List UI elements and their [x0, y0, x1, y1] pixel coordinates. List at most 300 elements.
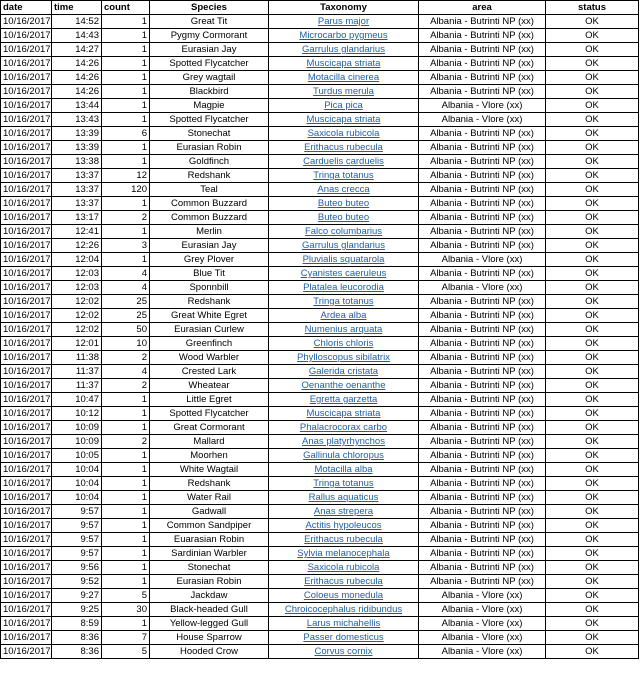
cell-time: 13:37 [52, 169, 102, 183]
table-row [1, 85, 639, 99]
cell-area: Albania - Butrinti NP (xx) [419, 393, 546, 407]
cell-time: 12:02 [52, 295, 102, 309]
cell-area: Albania - Butrinti NP (xx) [419, 365, 546, 379]
cell-taxonomy [269, 267, 419, 281]
cell-taxonomy [269, 477, 419, 491]
cell-status: OK [546, 393, 639, 407]
cell-taxonomy [269, 351, 419, 365]
cell-time: 12:02 [52, 323, 102, 337]
cell-count: 4 [102, 365, 150, 379]
cell-species: Blackbird [150, 85, 269, 99]
cell-time: 13:44 [52, 99, 102, 113]
cell-area: Albania - Butrinti NP (xx) [419, 477, 546, 491]
cell-count: 1 [102, 561, 150, 575]
cell-time: 9:25 [52, 603, 102, 617]
table-row [1, 99, 639, 113]
cell-species: Common Sandpiper [150, 519, 269, 533]
cell-date: 10/16/2017 [1, 309, 52, 323]
cell-taxonomy [269, 323, 419, 337]
table-row [1, 141, 639, 155]
cell-area: Albania - Butrinti NP (xx) [419, 267, 546, 281]
taxonomy-link[interactable]: Saxicola rubicola [307, 128, 380, 139]
cell-count: 1 [102, 505, 150, 519]
taxonomy-link[interactable]: Egretta garzetta [309, 394, 378, 405]
taxonomy-link[interactable]: Sylvia melanocephala [297, 548, 390, 559]
cell-count: 2 [102, 435, 150, 449]
cell-count: 2 [102, 351, 150, 365]
cell-area: Albania - Butrinti NP (xx) [419, 155, 546, 169]
table-row [1, 253, 639, 267]
cell-count: 1 [102, 15, 150, 29]
table-row [1, 29, 639, 43]
cell-status: OK [546, 617, 639, 631]
column-header-status[interactable]: status [546, 1, 639, 15]
cell-taxonomy [269, 211, 419, 225]
cell-date: 10/16/2017 [1, 239, 52, 253]
table-row [1, 323, 639, 337]
cell-area: Albania - Vlore (xx) [419, 617, 546, 631]
cell-species: Redshank [150, 169, 269, 183]
column-header-count[interactable]: count [102, 1, 150, 15]
taxonomy-link[interactable]: Actitis hypoleucos [305, 520, 382, 531]
cell-taxonomy [269, 617, 419, 631]
taxonomy-link[interactable]: Rallus aquaticus [308, 492, 379, 503]
taxonomy-link[interactable]: Falco columbarius [304, 226, 383, 237]
taxonomy-link[interactable]: Gallinula chloropus [303, 450, 384, 461]
taxonomy-link[interactable]: Motacilla cinerea [307, 72, 380, 83]
cell-area: Albania - Butrinti NP (xx) [419, 29, 546, 43]
taxonomy-link[interactable]: Chloris chloris [313, 338, 374, 349]
column-header-time[interactable]: time [52, 1, 102, 15]
table-row [1, 309, 639, 323]
cell-area: Albania - Butrinti NP (xx) [419, 379, 546, 393]
cell-status: OK [546, 407, 639, 421]
cell-species: Hooded Crow [150, 645, 269, 659]
cell-date: 10/16/2017 [1, 477, 52, 491]
cell-date: 10/16/2017 [1, 449, 52, 463]
cell-date: 10/16/2017 [1, 197, 52, 211]
cell-date: 10/16/2017 [1, 365, 52, 379]
taxonomy-link[interactable]: Passer domesticus [303, 632, 384, 643]
taxonomy-link[interactable]: Anas crecca [317, 184, 370, 195]
cell-species: Sponnbill [150, 281, 269, 295]
cell-date: 10/16/2017 [1, 603, 52, 617]
cell-count: 120 [102, 183, 150, 197]
taxonomy-link[interactable]: Garrulus glandarius [302, 44, 385, 55]
cell-area: Albania - Butrinti NP (xx) [419, 225, 546, 239]
cell-time: 13:37 [52, 183, 102, 197]
cell-time: 10:05 [52, 449, 102, 463]
cell-time: 12:04 [52, 253, 102, 267]
cell-status: OK [546, 197, 639, 211]
cell-status: OK [546, 15, 639, 29]
cell-time: 13:43 [52, 113, 102, 127]
cell-taxonomy [269, 603, 419, 617]
cell-area: Albania - Butrinti NP (xx) [419, 71, 546, 85]
cell-count: 6 [102, 127, 150, 141]
cell-status: OK [546, 603, 639, 617]
column-header-taxonomy[interactable]: Taxonomy [269, 1, 419, 15]
table-row [1, 295, 639, 309]
cell-taxonomy [269, 99, 419, 113]
cell-time: 9:27 [52, 589, 102, 603]
taxonomy-link[interactable]: Muscicapa striata [306, 114, 381, 125]
cell-count: 1 [102, 533, 150, 547]
taxonomy-link[interactable]: Galerida cristata [308, 366, 379, 377]
cell-taxonomy [269, 309, 419, 323]
cell-date: 10/16/2017 [1, 463, 52, 477]
cell-status: OK [546, 547, 639, 561]
cell-status: OK [546, 519, 639, 533]
cell-count: 10 [102, 337, 150, 351]
taxonomy-link[interactable]: Buteo buteo [317, 212, 370, 223]
cell-taxonomy [269, 15, 419, 29]
cell-taxonomy [269, 645, 419, 659]
taxonomy-link[interactable]: Buteo buteo [317, 198, 370, 209]
taxonomy-link[interactable]: Cyanistes caeruleus [300, 268, 387, 279]
cell-time: 8:36 [52, 631, 102, 645]
table-row [1, 267, 639, 281]
cell-date: 10/16/2017 [1, 43, 52, 57]
cell-species: Wood Warbler [150, 351, 269, 365]
cell-area: Albania - Vlore (xx) [419, 631, 546, 645]
cell-species: Water Rail [150, 491, 269, 505]
column-header-date[interactable]: date [1, 1, 52, 15]
taxonomy-link[interactable]: Pica pica [324, 100, 363, 111]
cell-species: Goldfinch [150, 155, 269, 169]
cell-time: 11:37 [52, 379, 102, 393]
taxonomy-link[interactable]: Turdus merula [313, 86, 374, 97]
cell-status: OK [546, 253, 639, 267]
table-row [1, 589, 639, 603]
cell-time: 9:57 [52, 547, 102, 561]
cell-status: OK [546, 477, 639, 491]
cell-species: Merlin [150, 225, 269, 239]
taxonomy-link[interactable]: Motacilla alba [314, 464, 373, 475]
cell-status: OK [546, 169, 639, 183]
table-row [1, 477, 639, 491]
cell-date: 10/16/2017 [1, 575, 52, 589]
cell-date: 10/16/2017 [1, 519, 52, 533]
table-row [1, 575, 639, 589]
cell-area: Albania - Vlore (xx) [419, 99, 546, 113]
taxonomy-link[interactable]: Tringa totanus [313, 478, 374, 489]
cell-time: 8:36 [52, 645, 102, 659]
cell-count: 25 [102, 309, 150, 323]
taxonomy-link[interactable]: Tringa totanus [313, 296, 374, 307]
cell-count: 1 [102, 407, 150, 421]
cell-count: 1 [102, 113, 150, 127]
cell-time: 10:09 [52, 435, 102, 449]
cell-area: Albania - Butrinti NP (xx) [419, 141, 546, 155]
cell-status: OK [546, 43, 639, 57]
cell-count: 4 [102, 267, 150, 281]
table-row [1, 71, 639, 85]
cell-count: 1 [102, 575, 150, 589]
cell-species: Yellow-legged Gull [150, 617, 269, 631]
cell-time: 13:38 [52, 155, 102, 169]
cell-species: Spotted Flycatcher [150, 113, 269, 127]
cell-taxonomy [269, 463, 419, 477]
table-row [1, 155, 639, 169]
cell-species: Wheatear [150, 379, 269, 393]
taxonomy-link[interactable]: Garrulus glandarius [302, 240, 385, 251]
taxonomy-link[interactable]: Platalea leucorodia [303, 282, 384, 293]
table-row [1, 239, 639, 253]
taxonomy-link[interactable]: Phylloscopus sibilatrix [297, 352, 390, 363]
cell-area: Albania - Butrinti NP (xx) [419, 435, 546, 449]
cell-taxonomy [269, 127, 419, 141]
cell-taxonomy [269, 239, 419, 253]
cell-area: Albania - Butrinti NP (xx) [419, 197, 546, 211]
cell-date: 10/16/2017 [1, 561, 52, 575]
column-header-species[interactable]: Species [150, 1, 269, 15]
cell-status: OK [546, 155, 639, 169]
cell-species: Eurasian Jay [150, 239, 269, 253]
cell-status: OK [546, 505, 639, 519]
taxonomy-link[interactable]: Anas platyrhynchos [302, 436, 385, 447]
cell-taxonomy [269, 71, 419, 85]
cell-species: House Sparrow [150, 631, 269, 645]
cell-count: 1 [102, 57, 150, 71]
cell-count: 4 [102, 281, 150, 295]
cell-status: OK [546, 57, 639, 71]
cell-date: 10/16/2017 [1, 15, 52, 29]
cell-taxonomy [269, 155, 419, 169]
cell-area: Albania - Butrinti NP (xx) [419, 533, 546, 547]
taxonomy-link[interactable]: Muscicapa striata [306, 408, 381, 419]
taxonomy-link[interactable]: Corvus cornix [314, 646, 373, 657]
table-row [1, 617, 639, 631]
cell-time: 10:04 [52, 477, 102, 491]
cell-area: Albania - Butrinti NP (xx) [419, 575, 546, 589]
cell-date: 10/16/2017 [1, 323, 52, 337]
cell-status: OK [546, 225, 639, 239]
cell-date: 10/16/2017 [1, 267, 52, 281]
cell-date: 10/16/2017 [1, 407, 52, 421]
cell-status: OK [546, 113, 639, 127]
taxonomy-link[interactable]: Erithacus rubecula [304, 142, 383, 153]
table-row [1, 519, 639, 533]
cell-species: Common Buzzard [150, 197, 269, 211]
cell-date: 10/16/2017 [1, 281, 52, 295]
cell-taxonomy [269, 505, 419, 519]
cell-area: Albania - Vlore (xx) [419, 113, 546, 127]
cell-count: 1 [102, 519, 150, 533]
cell-status: OK [546, 309, 639, 323]
cell-taxonomy [269, 449, 419, 463]
cell-taxonomy [269, 435, 419, 449]
taxonomy-link[interactable]: Erithacus rubecula [304, 576, 383, 587]
cell-area: Albania - Butrinti NP (xx) [419, 239, 546, 253]
cell-area: Albania - Butrinti NP (xx) [419, 449, 546, 463]
cell-area: Albania - Butrinti NP (xx) [419, 505, 546, 519]
cell-date: 10/16/2017 [1, 113, 52, 127]
cell-species: Jackdaw [150, 589, 269, 603]
cell-taxonomy [269, 337, 419, 351]
table-row [1, 169, 639, 183]
table-row [1, 491, 639, 505]
taxonomy-link[interactable]: Numenius arquata [304, 324, 383, 335]
cell-taxonomy [269, 533, 419, 547]
cell-time: 9:52 [52, 575, 102, 589]
taxonomy-link[interactable]: Oenanthe oenanthe [301, 380, 386, 391]
cell-status: OK [546, 295, 639, 309]
cell-time: 10:04 [52, 491, 102, 505]
cell-status: OK [546, 71, 639, 85]
taxonomy-link[interactable]: Saxicola rubicola [307, 562, 380, 573]
cell-taxonomy [269, 57, 419, 71]
table-row [1, 407, 639, 421]
taxonomy-link[interactable]: Carduelis carduelis [303, 156, 384, 167]
cell-time: 12:03 [52, 267, 102, 281]
cell-status: OK [546, 337, 639, 351]
table-row [1, 337, 639, 351]
cell-species: Eurasian Robin [150, 141, 269, 155]
cell-status: OK [546, 379, 639, 393]
cell-taxonomy [269, 281, 419, 295]
cell-area: Albania - Butrinti NP (xx) [419, 337, 546, 351]
cell-species: Eurasian Robin [150, 575, 269, 589]
cell-status: OK [546, 85, 639, 99]
cell-status: OK [546, 141, 639, 155]
cell-status: OK [546, 183, 639, 197]
cell-date: 10/16/2017 [1, 183, 52, 197]
cell-count: 1 [102, 141, 150, 155]
cell-status: OK [546, 491, 639, 505]
cell-count: 1 [102, 71, 150, 85]
cell-status: OK [546, 631, 639, 645]
column-header-area[interactable]: area [419, 1, 546, 15]
cell-taxonomy [269, 29, 419, 43]
taxonomy-link[interactable]: Larus michahellis [306, 618, 381, 629]
cell-date: 10/16/2017 [1, 211, 52, 225]
taxonomy-link[interactable]: Anas strepera [313, 506, 374, 517]
cell-count: 1 [102, 85, 150, 99]
taxonomy-link[interactable]: Erithacus rubecula [304, 534, 383, 545]
cell-date: 10/16/2017 [1, 29, 52, 43]
cell-taxonomy [269, 393, 419, 407]
table-row [1, 43, 639, 57]
cell-species: Eurasian Curlew [150, 323, 269, 337]
cell-species: Grey wagtail [150, 71, 269, 85]
cell-time: 12:03 [52, 281, 102, 295]
table-row [1, 365, 639, 379]
cell-area: Albania - Vlore (xx) [419, 603, 546, 617]
cell-taxonomy [269, 631, 419, 645]
cell-status: OK [546, 533, 639, 547]
cell-count: 1 [102, 491, 150, 505]
table-row [1, 127, 639, 141]
cell-status: OK [546, 323, 639, 337]
table-row [1, 449, 639, 463]
taxonomy-link[interactable]: Pluvialis squatarola [302, 254, 385, 265]
cell-taxonomy [269, 169, 419, 183]
taxonomy-link[interactable]: Ardea alba [320, 310, 367, 321]
cell-species: Teal [150, 183, 269, 197]
cell-status: OK [546, 365, 639, 379]
cell-taxonomy [269, 43, 419, 57]
taxonomy-link[interactable]: Coloeus monedula [303, 590, 384, 601]
cell-date: 10/16/2017 [1, 351, 52, 365]
taxonomy-link[interactable]: Parus major [317, 16, 370, 27]
cell-date: 10/16/2017 [1, 435, 52, 449]
table-row [1, 533, 639, 547]
cell-count: 12 [102, 169, 150, 183]
cell-count: 1 [102, 477, 150, 491]
cell-status: OK [546, 645, 639, 659]
cell-area: Albania - Butrinti NP (xx) [419, 463, 546, 477]
cell-species: Great White Egret [150, 309, 269, 323]
cell-area: Albania - Butrinti NP (xx) [419, 127, 546, 141]
table-row [1, 463, 639, 477]
cell-date: 10/16/2017 [1, 589, 52, 603]
header-row [1, 1, 639, 15]
cell-date: 10/16/2017 [1, 71, 52, 85]
cell-area: Albania - Butrinti NP (xx) [419, 295, 546, 309]
cell-taxonomy [269, 421, 419, 435]
cell-count: 1 [102, 547, 150, 561]
cell-species: Crested Lark [150, 365, 269, 379]
cell-species: Moorhen [150, 449, 269, 463]
cell-area: Albania - Butrinti NP (xx) [419, 57, 546, 71]
taxonomy-link[interactable]: Phalacrocorax carbo [299, 422, 388, 433]
taxonomy-link[interactable]: Microcarbo pygmeus [299, 30, 388, 41]
cell-date: 10/16/2017 [1, 57, 52, 71]
cell-date: 10/16/2017 [1, 393, 52, 407]
table-row [1, 547, 639, 561]
cell-date: 10/16/2017 [1, 421, 52, 435]
cell-status: OK [546, 239, 639, 253]
table-row [1, 211, 639, 225]
cell-area: Albania - Butrinti NP (xx) [419, 15, 546, 29]
cell-species: Redshank [150, 477, 269, 491]
cell-count: 1 [102, 197, 150, 211]
cell-count: 1 [102, 421, 150, 435]
table-row [1, 113, 639, 127]
taxonomy-link[interactable]: Tringa totanus [313, 170, 374, 181]
cell-area: Albania - Butrinti NP (xx) [419, 85, 546, 99]
cell-area: Albania - Butrinti NP (xx) [419, 351, 546, 365]
cell-time: 14:26 [52, 71, 102, 85]
cell-time: 12:02 [52, 309, 102, 323]
cell-date: 10/16/2017 [1, 379, 52, 393]
cell-species: Mallard [150, 435, 269, 449]
cell-date: 10/16/2017 [1, 85, 52, 99]
table-row [1, 281, 639, 295]
cell-species: Black-headed Gull [150, 603, 269, 617]
cell-date: 10/16/2017 [1, 127, 52, 141]
taxonomy-link[interactable]: Chroicocephalus ridibundus [284, 604, 403, 615]
cell-species: White Wagtail [150, 463, 269, 477]
cell-taxonomy [269, 575, 419, 589]
cell-taxonomy [269, 365, 419, 379]
table-row [1, 505, 639, 519]
cell-time: 11:37 [52, 365, 102, 379]
cell-status: OK [546, 449, 639, 463]
cell-time: 14:26 [52, 57, 102, 71]
cell-time: 13:39 [52, 127, 102, 141]
cell-taxonomy [269, 407, 419, 421]
table-row [1, 393, 639, 407]
cell-area: Albania - Vlore (xx) [419, 281, 546, 295]
cell-time: 12:26 [52, 239, 102, 253]
cell-time: 9:57 [52, 505, 102, 519]
table-row [1, 225, 639, 239]
cell-taxonomy [269, 519, 419, 533]
cell-species: Eurasian Jay [150, 43, 269, 57]
taxonomy-link[interactable]: Muscicapa striata [306, 58, 381, 69]
